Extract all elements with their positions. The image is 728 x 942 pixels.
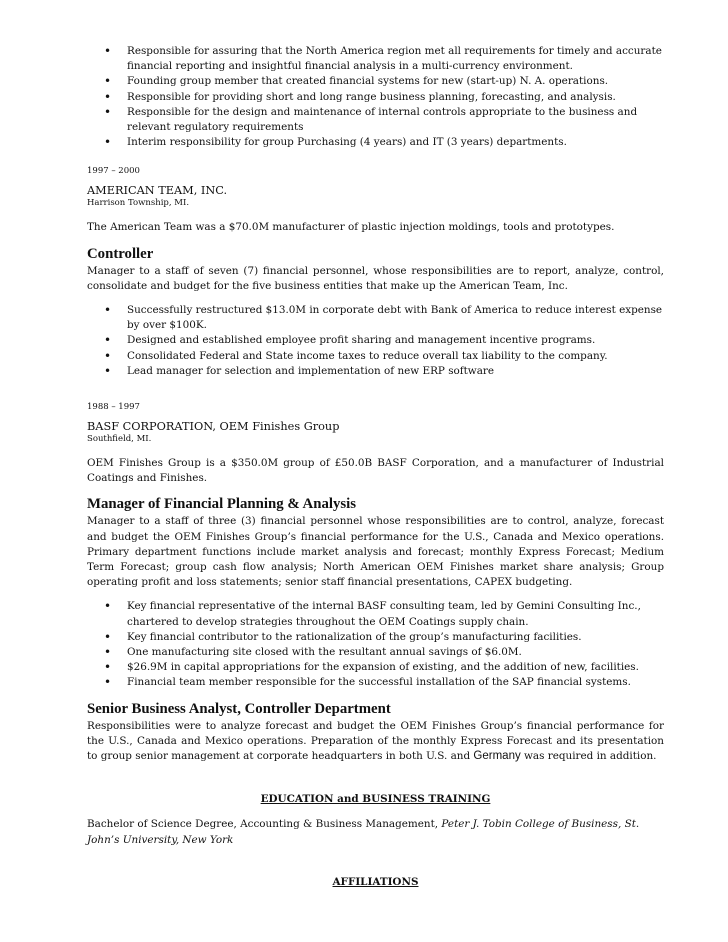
bullet-icon: • <box>104 89 112 104</box>
bullet-icon: • <box>104 104 112 119</box>
job2-description: OEM Finishes Group is a $350.0M group of £50.0B BASF Corporation, and a manufacturer of Industrial Coatings and Finishes. <box>87 457 664 485</box>
list-item: • One manufacturing site closed with the resultant annual savings of $6.0M. <box>104 645 522 660</box>
list-item: • Responsible for providing short and long range business planning, forecasting, and analysis. <box>104 89 616 104</box>
job1-dates: 1997 – 2000 <box>87 166 140 177</box>
job2-role-title: Manager of Financial Planning & Analysis <box>87 496 356 513</box>
list-item: • Financial team member responsible for the successful installation of the SAP financial systems. <box>104 675 631 690</box>
job1-description: The American Team was a $70.0M manufacturer of plastic injection moldings, tools and prototypes. <box>87 221 615 234</box>
list-item: • Founding group member that created financial systems for new (start-up) N. A. operations. <box>104 74 609 89</box>
job2-company: BASF CORPORATION, OEM Finishes Group <box>87 420 340 434</box>
education-heading: EDUCATION and BUSINESS TRAINING <box>260 793 491 806</box>
list-item: • Key financial contributor to the rationalization of the group’s manufacturing facilities. <box>104 629 582 644</box>
resume-page <box>87 44 664 889</box>
education-degree: Bachelor of Science Degree, Accounting & Business Management, Peter J. Tobin College of Business, St. John’s University, New York <box>87 818 640 846</box>
bullet-icon: • <box>104 660 112 675</box>
bullet-icon: • <box>104 675 112 690</box>
list-item: • Key financial representative of the internal BASF consulting team, led by Gemini Consulting Inc., chartered to develop strategies throughout the OEM Coatings supply chain. <box>104 599 641 628</box>
list-item: • $26.9M in capital appropriations for the expansion of existing, and the addition of new, facilities. <box>104 660 639 675</box>
list-item: • Interim responsibility for group Purchasing (4 years) and IT (3 years) departments. <box>104 135 567 150</box>
job1-bullet-list <box>87 303 664 379</box>
bullet-icon: • <box>104 333 112 348</box>
job2-bullet-list <box>87 599 664 690</box>
bullet-icon: • <box>104 363 112 378</box>
bullet-icon: • <box>104 599 112 614</box>
list-item: • Responsible for assuring that the North America region met all requirements for timely and accurate financial reporting and insightful financial analysis in a multi-currency environment. <box>104 44 662 73</box>
list-item: • Designed and established employee profit sharing and management incentive programs. <box>104 333 596 348</box>
job2-role2-title: Senior Business Analyst, Controller Department <box>87 700 391 717</box>
bullet-icon: • <box>104 74 112 89</box>
bullet-icon: • <box>104 348 112 363</box>
job1-company: AMERICAN TEAM, INC. <box>87 184 228 198</box>
job2-summary: Manager to a staff of three (3) financial personnel whose responsibilities are to control, analyze, forecast and budget the OEM Finishes Group’s financial performance for the U.S., Canada and Mexico operations. Primary department functions include market analysis and forecast; monthly Express Forecast; Medium Term Forecast; group cash flow analysis; North American OEM Finishes market share analysis; Group operating profit and loss statements; senior staff financial presentations, CAPEX budgeting. <box>87 515 664 589</box>
job2-location: Southfield, MI. <box>87 434 152 445</box>
job2-summary2: Responsibilities were to analyze forecast and budget the OEM Finishes Group’s financial performance for the U.S., Canada and Mexico operations. Preparation of the monthly Express Forecast and its presentation to group senior management at corporate headquarters in both U.S. and Germany was required in addition. <box>87 719 664 763</box>
job1-location: Harrison Township, MI. <box>87 198 190 209</box>
bullet-icon: • <box>104 303 112 318</box>
list-item: • Lead manager for selection and implementation of new ERP software <box>104 363 495 378</box>
bullet-icon: • <box>104 135 112 150</box>
affiliations-heading: AFFILIATIONS <box>332 875 419 888</box>
list-item: • Consolidated Federal and State income taxes to reduce overall tax liability to the company. <box>104 348 608 363</box>
bullet-icon: • <box>104 645 112 660</box>
list-item: • Successfully restructured $13.0M in corporate debt with Bank of America to reduce interest expense by over $100K. <box>104 303 663 332</box>
job2-dates: 1988 – 1997 <box>87 402 140 413</box>
job1-role-title: Controller <box>87 245 154 262</box>
top-bullet-list <box>87 44 664 150</box>
list-item: • Responsible for the design and maintenance of internal controls appropriate to the business and relevant regulatory requirements <box>104 104 638 134</box>
job1-summary: Manager to a staff of seven (7) financial personnel, whose responsibilities are to report, analyze, control, consolidate and budget for the five business entities that make up the American Team, Inc. <box>87 264 664 292</box>
bullet-icon: • <box>104 629 112 644</box>
bullet-icon: • <box>104 44 112 58</box>
